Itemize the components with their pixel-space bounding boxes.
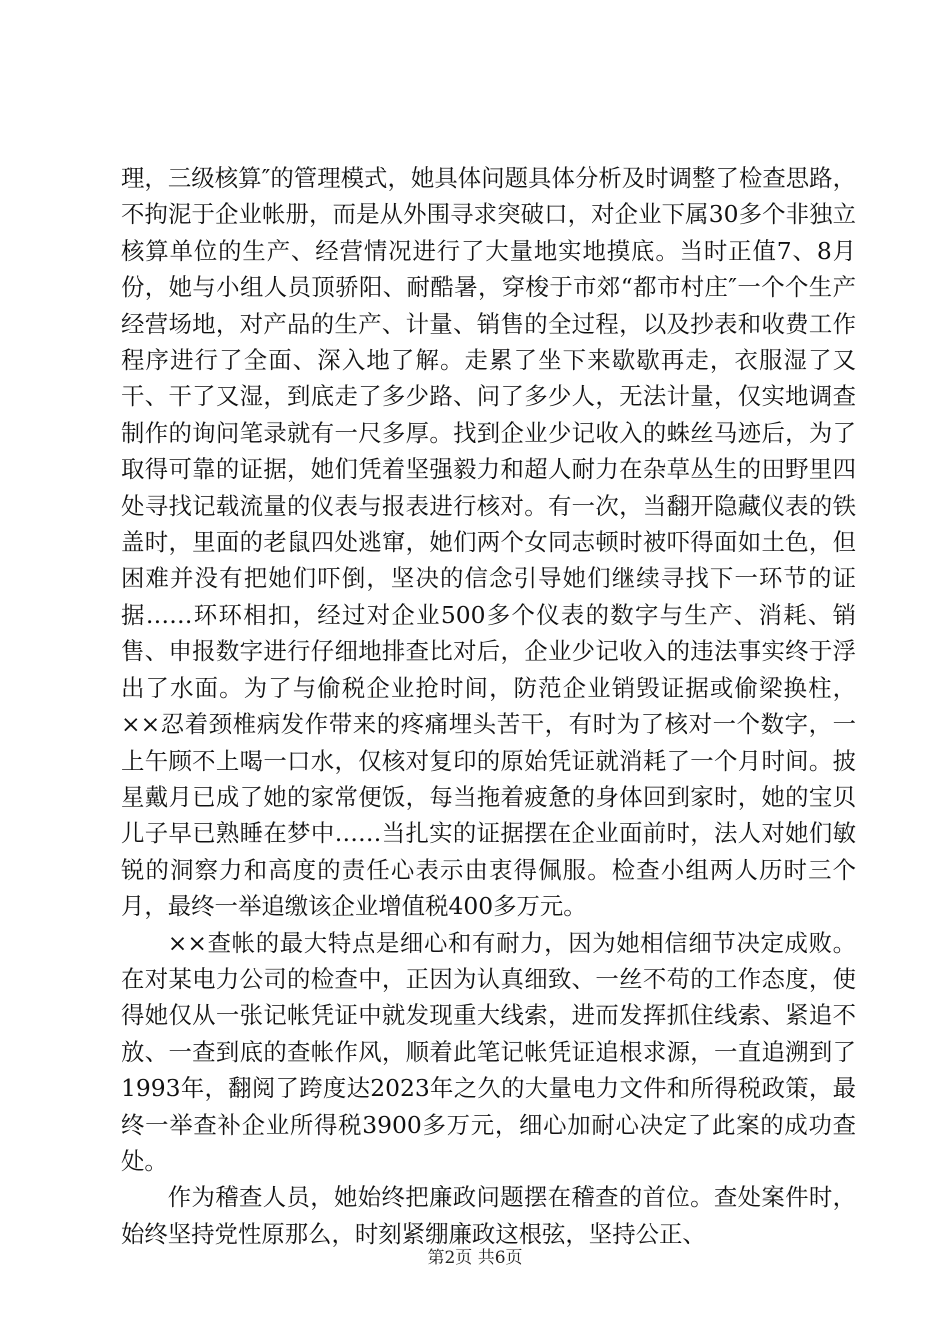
document-body [121, 160, 856, 1252]
paragraph-2: ××查帐的最大特点是细心和有耐力，因为她相信细节决定成败。在对某电力公司的检查中，正因为认真细致、一丝不苟的工作态度，使得她仅从一张记帐凭证中就发现重大线索，进而发挥抓住线索、紧追不放、一查到底的查帐作风，顺着此笔记帐凭证追根求源，一直追溯到了1993年，翻阅了跨度达2023年之久的大量电力文件和所得税政策，最终一举查补企业所得税3900多万元，细心加耐心决定了此案的成功查处。 [121, 928, 856, 1175]
paragraph-3: 作为稽查人员，她始终把廉政问题摆在稽查的首位。查处案件时，始终坚持党性原那么，时刻紧绷廉政这根弦，坚持公正、 [121, 1183, 856, 1248]
paragraph-1: 理，三级核算″的管理模式，她具体问题具体分析及时调整了检查思路，不拘泥于企业帐册，而是从外围寻求突破口，对企业下属30多个非独立核算单位的生产、经营情况进行了大量地实地摸底。当时正值7、8月份，她与小组人员顶骄阳、耐酷暑，穿梭于市郊“都市村庄″一个个生产经营场地，对产品的生产、计量、销售的全过程，以及抄表和收费工作程序进行了全面、深入地了解。走累了坐下来歇歇再走，衣服湿了又干、干了又湿，到底走了多少路、问了多少人，无法计量，仅实地调查制作的询问笔录就有一尺多厚。找到企业少记收入的蛛丝马迹后，为了取得可靠的证据，她们凭着坚强毅力和超人耐力在杂草丛生的田野里四处寻找记载流量的仪表与报表进行核对。有一次，当翻开隐藏仪表的铁盖时，里面的老鼠四处逃窜，她们两个女同志顿时被吓得面如土色，但困难并没有把她们吓倒，坚决的信念引导她们继续寻找下一环节的证据……环环相扣，经过对企业500多个仪表的数字与生产、消耗、销售、申报数字进行仔细地排查比对后，企业少记收入的违法事实终于浮出了水面。为了与偷税企业抢时间，防范企业销毁证据或偷梁换柱，××忍着颈椎病发作带来的疼痛埋头苦干，有时为了核对一个数字，一上午顾不上喝一口水，仅核对复印的原始凭证就消耗了一个月时间。披星戴月已成了她的家常便饭，每当拖着疲惫的身体回到家时，她的宝贝儿子早已熟睡在梦中……当扎实的证据摆在企业面前时，法人对她们敏锐的洞察力和高度的责任心表示由衷得佩服。检查小组两人历时三个月，最终一举追缴该企业增值税400多万元。 [121, 164, 856, 921]
page-footer: 第2页 共6页 [427, 1248, 523, 1268]
